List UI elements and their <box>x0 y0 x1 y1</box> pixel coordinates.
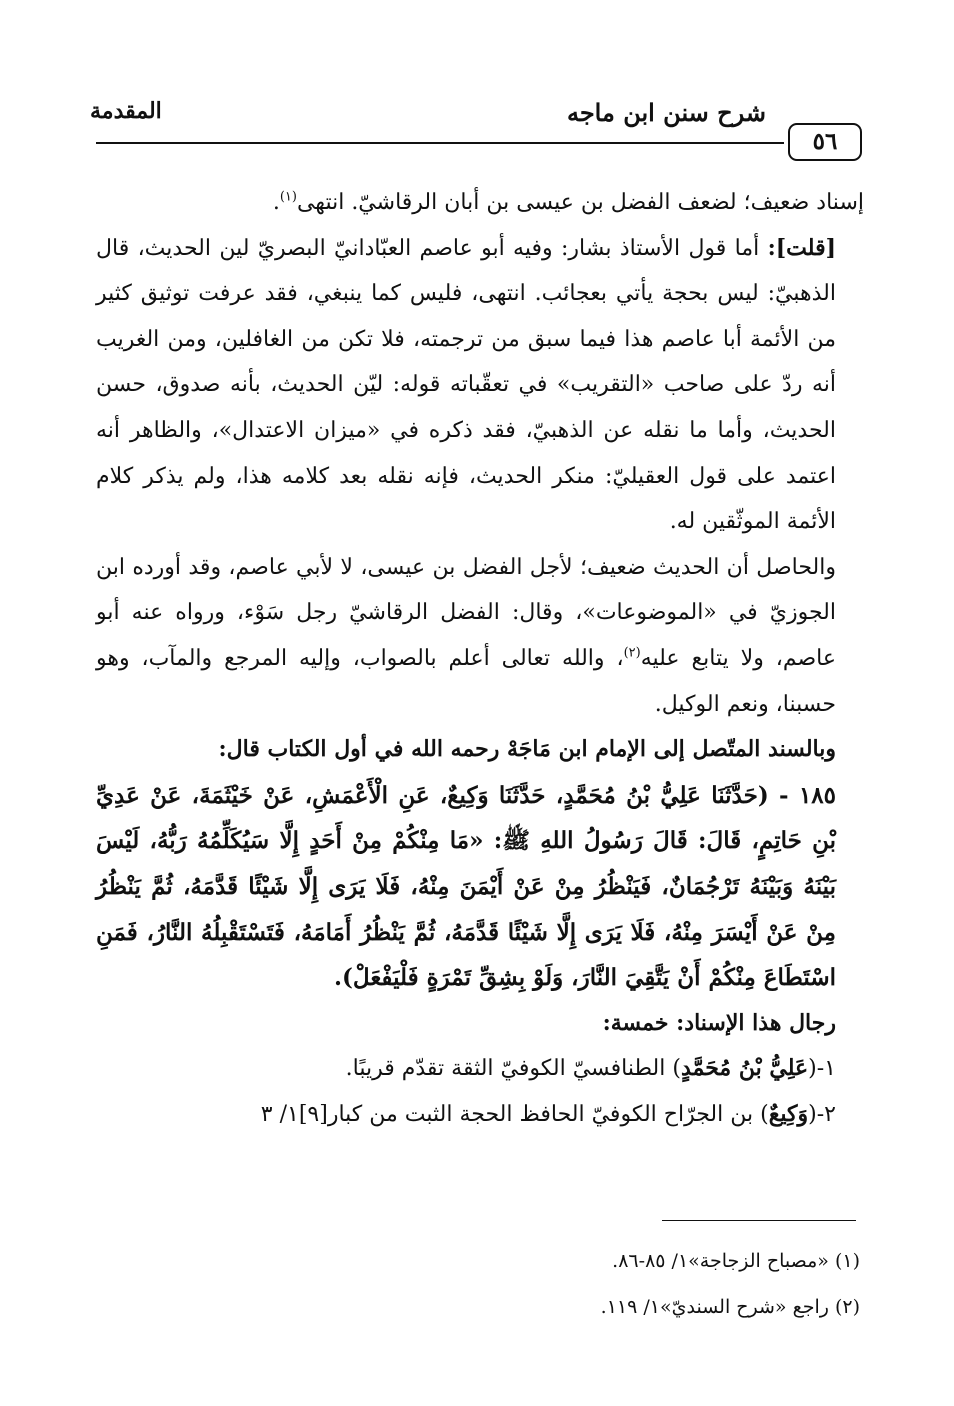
footnote-2: (٢) راجع «شرح السنديّ»١/ ١١٩. <box>600 1296 860 1318</box>
book-title: شرح سنن ابن ماجه <box>566 98 766 127</box>
paragraph-3 <box>96 545 864 727</box>
hadith-text: ١٨٥ - (حَدَّثَنَا عَلِيُّ بْنُ مُحَمَّدٍ، حَدَّثَنَا وَكِيعٌ، عَنِ الْأَعْمَشِ، عَنْ خَيْثَمَةَ، عَنْ عَدِيِّ بْنِ حَاتِمٍ، قَالَ: قَالَ رَسُولُ اللهِ ﷺ: «مَا مِنْكُمْ مِنْ أَحَدٍ إِلَّا سَيُكَلِّمُهُ رَبُّهُ، لَيْسَ بَيْنَهُ وَبَيْنَهُ تَرْجُمَانٌ، فَيَنْظُرُ مِنْ عَنْ أَيْمَنَ مِنْهُ، فَلَا يَرَى إِلَّا شَيْئًا قَدَّمَهُ، ثُمَّ يَنْظُرُ مِنْ عَنْ أَيْسَرَ مِنْهُ، فَلَا يَرَى إِلَّا شَيْئًا قَدَّمَهُ، ثُمَّ يَنْظُرُ أَمَامَهُ، فَتَسْتَقْبِلُهُ النَّارُ، فَمَنِ اسْتَطَاعَ مِنْكُمْ أَنْ يَتَّقِيَ النَّارَ، وَلَوْ بِشِقِّ تَمْرَةٍ فَلْيَفْعَلْ). <box>96 781 836 992</box>
section-title: المقدمة <box>90 98 162 124</box>
main-text <box>96 180 864 1137</box>
footnote-1: (١) «مصباح الزجاجة»١/ ٨٥-٨٦. <box>612 1250 860 1272</box>
footnote-rule <box>662 1220 856 1221</box>
narrator-2-name: وَكِيعٌ <box>768 1100 809 1127</box>
qultu-label: [قلت]: <box>767 234 836 261</box>
page-number: ٥٦ <box>788 123 862 161</box>
paragraph-3-text: والحاصل أن الحديث ضعيف؛ لأجل الفضل بن عيسى، لا لأبي عاصم، وقد أورده ابن الجوزيّ في «الموضوعات»، وقال: الفضل الرقاشيّ رجل سَوْء، ورواه عنه أبو عاصم، ولا يتابع عليه <box>96 554 836 671</box>
footnote-ref-1: (١) <box>279 189 297 205</box>
narrator-1-name: عَلِيُّ بْنُ مُحَمَّدٍ <box>680 1055 809 1082</box>
narrator-2-rest: ) بن الجرّاح الكوفيّ الحافظ الحجة الثبت من كبار[٩]١/ ٣ <box>260 1101 769 1127</box>
narrator-1-prefix: ١-( <box>808 1056 836 1082</box>
footnotes <box>380 1238 860 1330</box>
narrator-2 <box>96 1092 864 1138</box>
header-rule <box>96 142 784 144</box>
paragraph-1 <box>96 180 864 226</box>
footnote-ref-2: (٢) <box>623 645 641 661</box>
narrator-1-rest: ) الطنافسيّ الكوفيّ الثقة تقدّم قريبًا. <box>345 1056 681 1082</box>
narrators-heading: رجال هذا الإسناد: خمسة: <box>602 1009 836 1036</box>
paragraph-2-text: أما قول الأستاذ بشار: وفيه أبو عاصم العبّادانيّ البصريّ لين الحديث، قال الذهبيّ: ليس بحجة يأتي بعجائب. انتهى، فليس كما ينبغي، فقد عرفت توثيق كثير من الأئمة أبا عاصم هذا فيما سبق من ترجمته، فلا تكن من الغافلين، ومن الغريب أنه ردّ على صاحب «التقريب» في تعقّباته قوله: ليّن الحديث، بأنه صدوق، حسن الحديث، وأما ما نقله عن الذهبيّ، فقد ذكره في «ميزان الاعتدال»، والظاهر أنه اعتمد على قول العقيليّ: منكر الحديث، فإنه نقله بعد كلامه هذا، ولم يذكر كلام الأئمة الموثّقين له. <box>96 235 836 535</box>
narrator-2-prefix: ٢-( <box>808 1101 836 1127</box>
paragraph-2 <box>96 226 864 545</box>
paragraph-1-text: إسناد ضعيف؛ لضعف الفضل بن عيسى بن أبان الرقاشيّ. انتهى <box>296 190 864 215</box>
narrator-1 <box>96 1046 864 1092</box>
paragraph-1-end: . <box>272 190 280 215</box>
chain-heading: وبالسند المتّصل إلى الإمام ابن مَاجَهْ رحمه الله في أول الكتاب قال: <box>218 736 836 763</box>
paragraph-3-end: ، والله تعالى أعلم بالصواب، وإليه المرجع والمآب، وهو حسبنا، ونعم الوكيل. <box>96 645 836 717</box>
